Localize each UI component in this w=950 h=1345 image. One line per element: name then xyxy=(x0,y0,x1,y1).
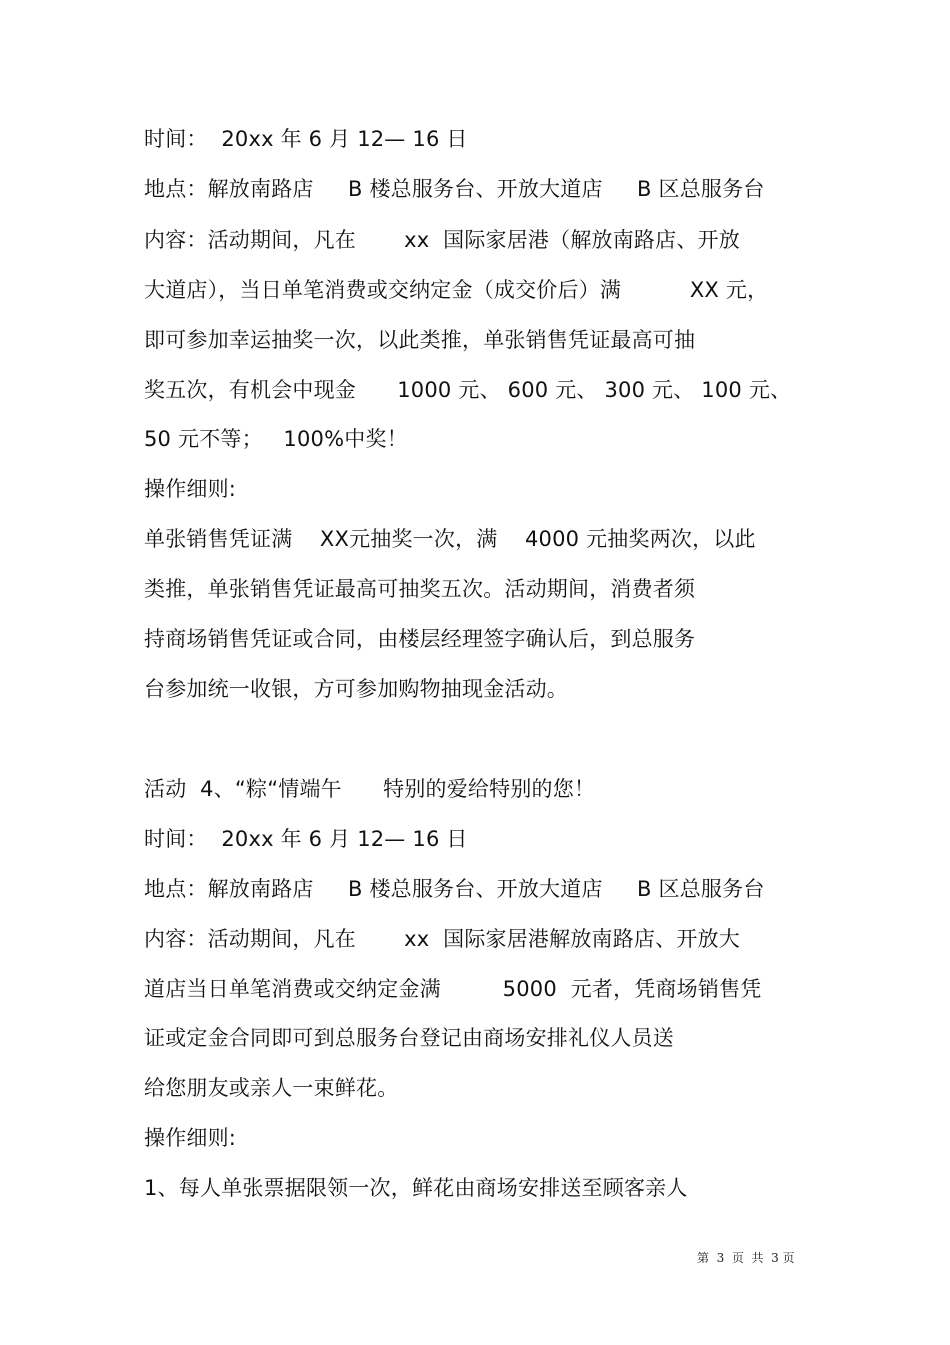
event3-content-line-2: 大道店），当日单笔消费或交纳定金（成交价后）满 XX 元， xyxy=(144,278,769,302)
event4-rules-heading: 操作细则: xyxy=(144,1126,237,1150)
event3-content-line-5: 50 元不等； 100%中奖！ xyxy=(144,427,408,451)
page-footer: 第 3 页 共 3 页 xyxy=(697,1251,795,1265)
event4-content-line-3: 证或定金合同即可到总服务台登记由商场安排礼仪人员送 xyxy=(144,1026,674,1050)
event3-rules-heading: 操作细则: xyxy=(144,477,237,501)
event3-content-line-4: 奖五次，有机会中现金 1000 元、 600 元、 300 元、 100 元、 xyxy=(144,378,792,402)
event4-content-line-2: 道店当日单笔消费或交纳定金满 5000 元者，凭商场销售凭 xyxy=(144,977,762,1001)
event4-time: 时间： 20xx 年 6 月 12— 16 日 xyxy=(144,827,468,851)
event4-location: 地点：解放南路店 B 楼总服务台、开放大道店 B 区总服务台 xyxy=(144,877,765,901)
event3-content-line-3: 即可参加幸运抽奖一次，以此类推，单张销售凭证最高可抽 xyxy=(144,328,696,352)
event4-content-line-1: 内容：活动期间，凡在 xx 国际家居港解放南路店、开放大 xyxy=(144,927,740,951)
event4-title: 活动 4、“粽“情端午 特别的爱给特别的您！ xyxy=(144,777,596,801)
event3-rules-line-4: 台参加统一收银，方可参加购物抽现金活动。 xyxy=(144,677,568,701)
event3-content-line-1: 内容：活动期间，凡在 xx 国际家居港（解放南路店、开放 xyxy=(144,228,740,252)
event3-rules-line-2: 类推，单张销售凭证最高可抽奖五次。活动期间，消费者须 xyxy=(144,577,696,601)
event4-content-line-4: 给您朋友或亲人一束鲜花。 xyxy=(144,1076,399,1100)
event3-location: 地点：解放南路店 B 楼总服务台、开放大道店 B 区总服务台 xyxy=(144,177,765,201)
event3-time: 时间： 20xx 年 6 月 12— 16 日 xyxy=(144,127,468,151)
event3-rules-line-3: 持商场销售凭证或合同，由楼层经理签字确认后，到总服务 xyxy=(144,627,696,651)
event4-rules-line-1: 1、每人单张票据限领一次，鲜花由商场安排送至顾客亲人 xyxy=(144,1176,688,1200)
event3-rules-line-1: 单张销售凭证满 XX元抽奖一次，满 4000 元抽奖两次，以此 xyxy=(144,527,756,551)
